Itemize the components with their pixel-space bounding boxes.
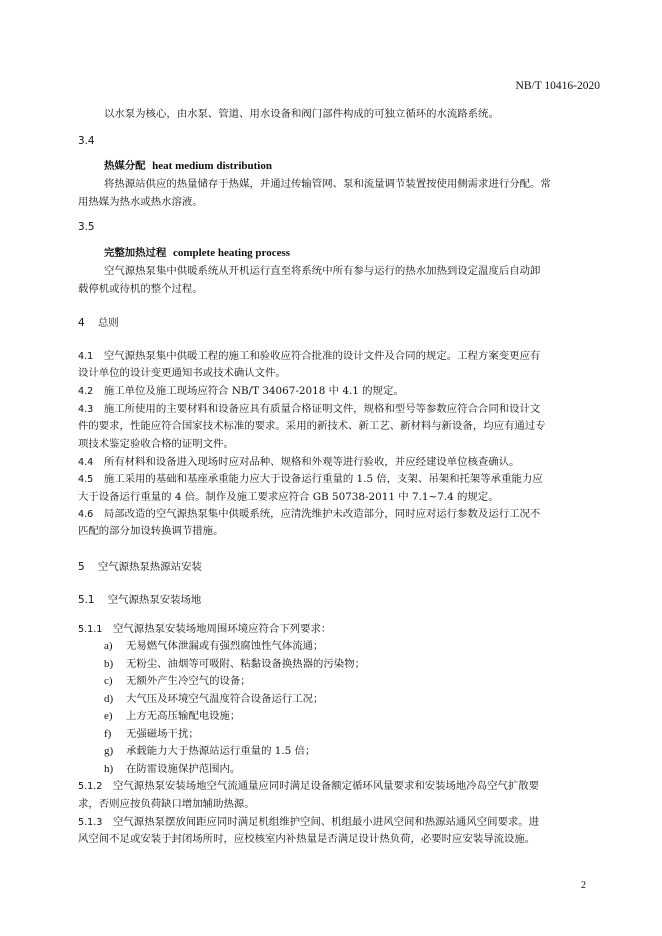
term-3-4-def-line-2: 用热媒为热水或热水溶液。 xyxy=(78,196,203,208)
list-item: f) 无强磁场干扰； xyxy=(104,728,199,740)
term-3-5-cn: 完整加热过程 xyxy=(104,247,167,259)
clause-5-1-3-line-2: 风空间不足或安装于封闭场所时，应校核室内补热量是否满足设计热负荷，必要时应安装导流设施。 xyxy=(78,833,536,845)
clause-5-1-2-line-1: 5.1.2 空气源热泵安装场地空气流通量应同时满足设备额定循环风量要求和安装场地冷岛空气扩散要 xyxy=(78,780,540,792)
clause-4-6-line-2: 匹配的部分加设转换调节措施。 xyxy=(78,525,224,537)
term-3-4-en: heat medium distribution xyxy=(152,160,272,172)
section-4-number: 4 xyxy=(78,317,85,329)
term-3-5-en: complete heating process xyxy=(172,247,291,259)
page-number: 2 xyxy=(581,880,586,891)
section-4-title: 总则 xyxy=(97,317,119,329)
list-item: h) 在防雷设施保护范围内。 xyxy=(104,763,241,775)
clause-4-3-line-3: 项技术鉴定验收合格的证明文件。 xyxy=(78,438,234,450)
clause-4-1-line-1: 4.1 空气源热泵集中供暖工程的施工和验收应符合批准的设计文件及合同的规定。工程方案变更应有 xyxy=(78,350,541,362)
section-5-title: 空气源热泵热源站安装 xyxy=(97,561,202,573)
clause-5-1-1-line-1: 5.1.1 空气源热泵安装场地周围环境应符合下列要求： xyxy=(78,623,332,635)
term-3-4 xyxy=(104,159,602,173)
section-5-1-heading xyxy=(78,593,602,607)
clause-4-2-line-1: 4.2 施工单位及施工现场应符合 NB/T 34067-2018 中 4.1 的规定。 xyxy=(78,385,404,397)
list-item: e) 上方无高压输配电设施； xyxy=(104,710,241,722)
clause-4-3-line-1: 4.3 施工所使用的主要材料和设备应具有质量合格证明文件，规格和型号等参数应符合合同和设计文 xyxy=(78,403,541,415)
clause-4-5-line-2: 大于设备运行重量的 4 倍。制作及施工要求应符合 GB 50738-2011 中 7.1~7.4 的规定。 xyxy=(78,491,499,503)
clause-5-1-2-line-2: 求，否则应按负荷缺口增加辅助热源。 xyxy=(78,798,255,810)
clause-4-3-line-2: 件的要求，性能应符合国家技术标准的要求。采用的新技术、新工艺、新材料与新设备，均应有通过专 xyxy=(78,420,546,432)
clause-4-4-line-1: 4.4 所有材料和设备进入现场时应对品种、规格和外观等进行验收，并应经建设单位核查确认。 xyxy=(78,456,520,468)
section-5-number: 5 xyxy=(78,561,85,573)
term-3-5 xyxy=(104,246,602,260)
list-item: c) 无额外产生冷空气的设备； xyxy=(104,675,251,687)
clause-4-6-line-1: 4.6 局部改造的空气源热泵集中供暖系统，应清洗维护未改造部分，同时应对运行参数及运行工况不 xyxy=(78,508,541,520)
list-item: d) 大气压及环境空气温度符合设备运行工况； xyxy=(104,693,324,705)
list-item: g) 承载能力大于热源站运行重量的 1.5 倍； xyxy=(104,745,316,757)
section-5-1-title: 空气源热泵安装场地 xyxy=(107,594,202,606)
clause-3-4-number: 3.4 xyxy=(78,135,95,147)
section-5-1-number: 5.1 xyxy=(78,594,95,606)
clause-4-5-line-1: 4.5 施工采用的基础和基座承重能力应大于设备运行重量的 1.5 倍，支架、吊架和托架等承重能力应 xyxy=(78,473,543,485)
section-4-heading xyxy=(78,316,602,330)
section-3-3-tail: 以水泵为核心，由水泵、管道、用水设备和阀门部件构成的可独立循环的水流路系统。 xyxy=(104,108,499,120)
term-3-5-def-line-1: 空气源热泵集中供暖系统从开机运行直至将系统中所有参与运行的热水加热到设定温度后自动卸 xyxy=(104,265,541,277)
section-5-heading xyxy=(78,560,602,574)
term-3-4-def-line-1: 将热源站供应的热量储存于热媒，并通过传输管网、泵和流量调节装置按使用侧需求进行分配。常 xyxy=(104,178,551,190)
clause-4-1-line-2: 设计单位的设计变更通知书或技术确认文件。 xyxy=(78,367,286,379)
term-3-5-def-line-2: 载停机或待机的整个过程。 xyxy=(78,283,203,295)
clause-5-1-3-line-1: 5.1.3 空气源热泵摆放间距应同时满足机组维护空间、机组最小进风空间和热源站通风空间要求。进 xyxy=(78,816,540,828)
clause-3-5-number: 3.5 xyxy=(78,221,95,233)
term-3-4-cn: 热媒分配 xyxy=(104,160,146,172)
list-item: b) 无粉尘、油烟等可吸附、粘黏设备换热器的污染物； xyxy=(104,658,365,670)
document-code: NB/T 10416-2020 xyxy=(515,80,600,92)
list-item: a) 无易燃气体泄漏或有强烈腐蚀性气体流通； xyxy=(104,640,324,652)
